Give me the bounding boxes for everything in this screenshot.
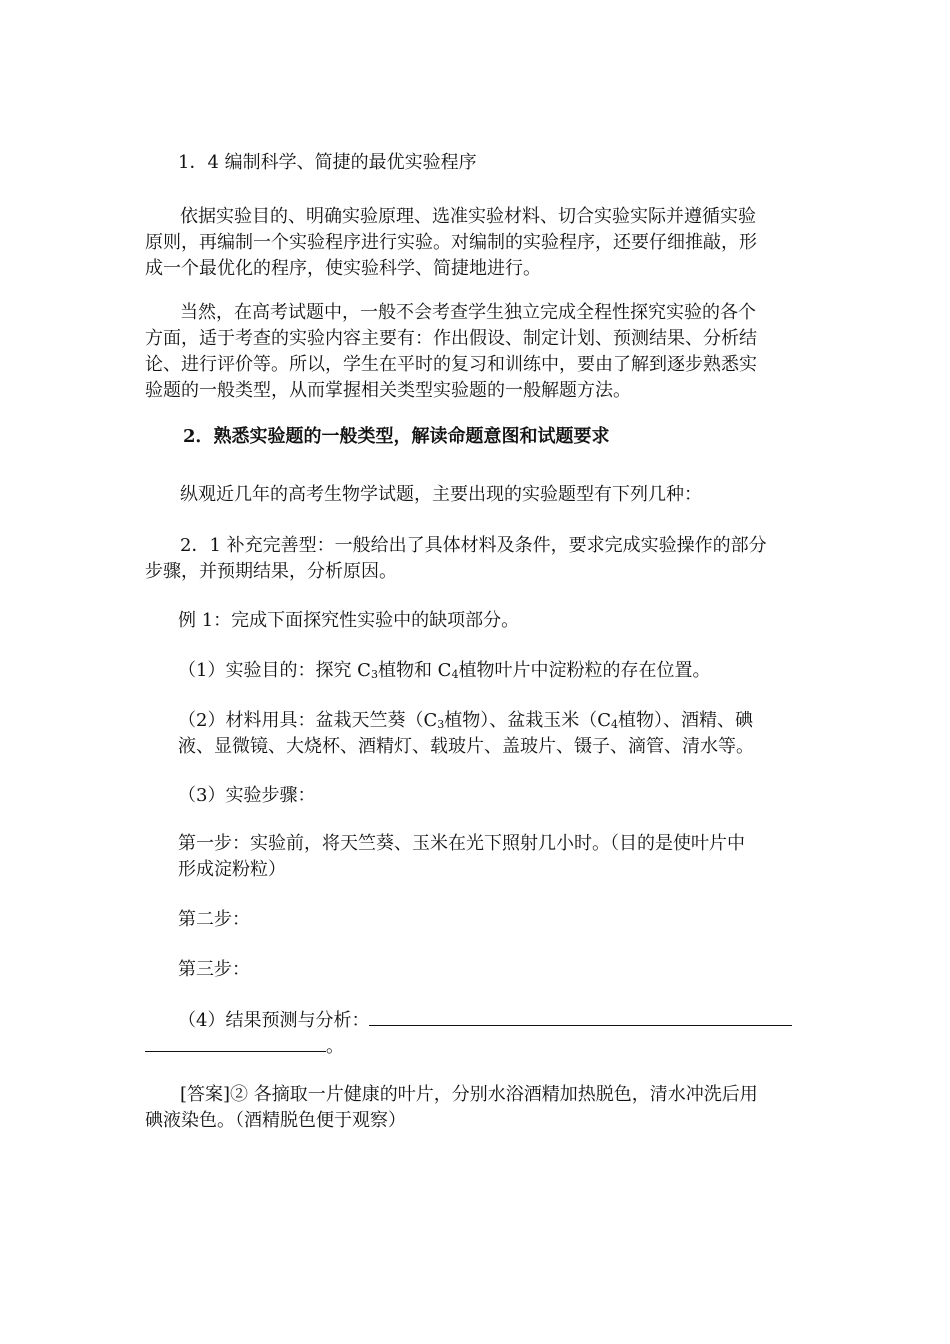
item-2-materials: （2）材料用具：盆栽天竺葵（$C_3$植物）、盆栽玉米（$C_4$植物）、酒精、碘 [178,710,754,731]
paragraph-line: 方面，适于考查的实验内容主要有：作出假设、制定计划、预测结果、分析结 [145,328,757,349]
step-2: 第二步： [178,909,250,930]
item-3-steps: （3）实验步骤： [178,785,316,806]
paragraph-line: 论、进行评价等。所以，学生在平时的复习和训练中，要由了解到逐步熟悉实 [145,354,757,375]
paragraph-line: 成一个最优化的程序，使实验科学、简捷地进行。 [145,258,541,279]
paragraph-line: 步骤，并预期结果，分析原因。 [145,561,397,582]
section-intro: 纵观近几年的高考生物学试题，主要出现的实验题型有下列几种： [180,484,702,505]
section-heading-1-4: 1．4 编制科学、简捷的最优实验程序 [178,152,477,173]
paragraph-line: 依据实验目的、明确实验原理、选准实验材料、切合实验实际并遵循实验 [180,206,756,227]
paragraph-line: 碘液染色。（酒精脱色便于观察） [145,1110,406,1131]
paragraph-line: 当然，在高考试题中，一般不会考查学生独立完成全程性探究实验的各个 [180,302,756,323]
example-title: 例 1：完成下面探究性实验中的缺项部分。 [178,610,520,631]
answer-blank [369,1007,792,1026]
section-heading-2: 2．熟悉实验题的一般类型，解读命题意图和试题要求 [183,426,610,447]
answer-blank [145,1033,326,1052]
paragraph-line: 形成淀粉粒） [178,859,286,880]
answer: [答案]② 各摘取一片健康的叶片，分别水浴酒精加热脱色，清水冲洗后用 [180,1084,758,1105]
paragraph-line: 验题的一般类型，从而掌握相关类型实验题的一般解题方法。 [145,380,631,401]
answer-blank-continuation: 。 [145,1033,344,1060]
step-3: 第三步： [178,959,250,980]
paragraph-line: 液、显微镜、大烧杯、酒精灯、载玻片、盖玻片、镊子、滴管、清水等。 [178,736,754,757]
step-1: 第一步：实验前，将天竺葵、玉米在光下照射几小时。（目的是使叶片中 [178,833,745,854]
item-1-purpose: （1）实验目的：探究 $C_3$植物和 $C_4$植物叶片中淀粉粒的存在位置。 [178,660,711,681]
paragraph-line: 原则，再编制一个实验程序进行实验。对编制的实验程序，还要仔细推敲，形 [145,232,757,253]
paragraph-line: 2．1 补充完善型：一般给出了具体材料及条件，要求完成实验操作的部分 [180,535,767,556]
item-4-result: （4）结果预测与分析： [178,1007,792,1034]
